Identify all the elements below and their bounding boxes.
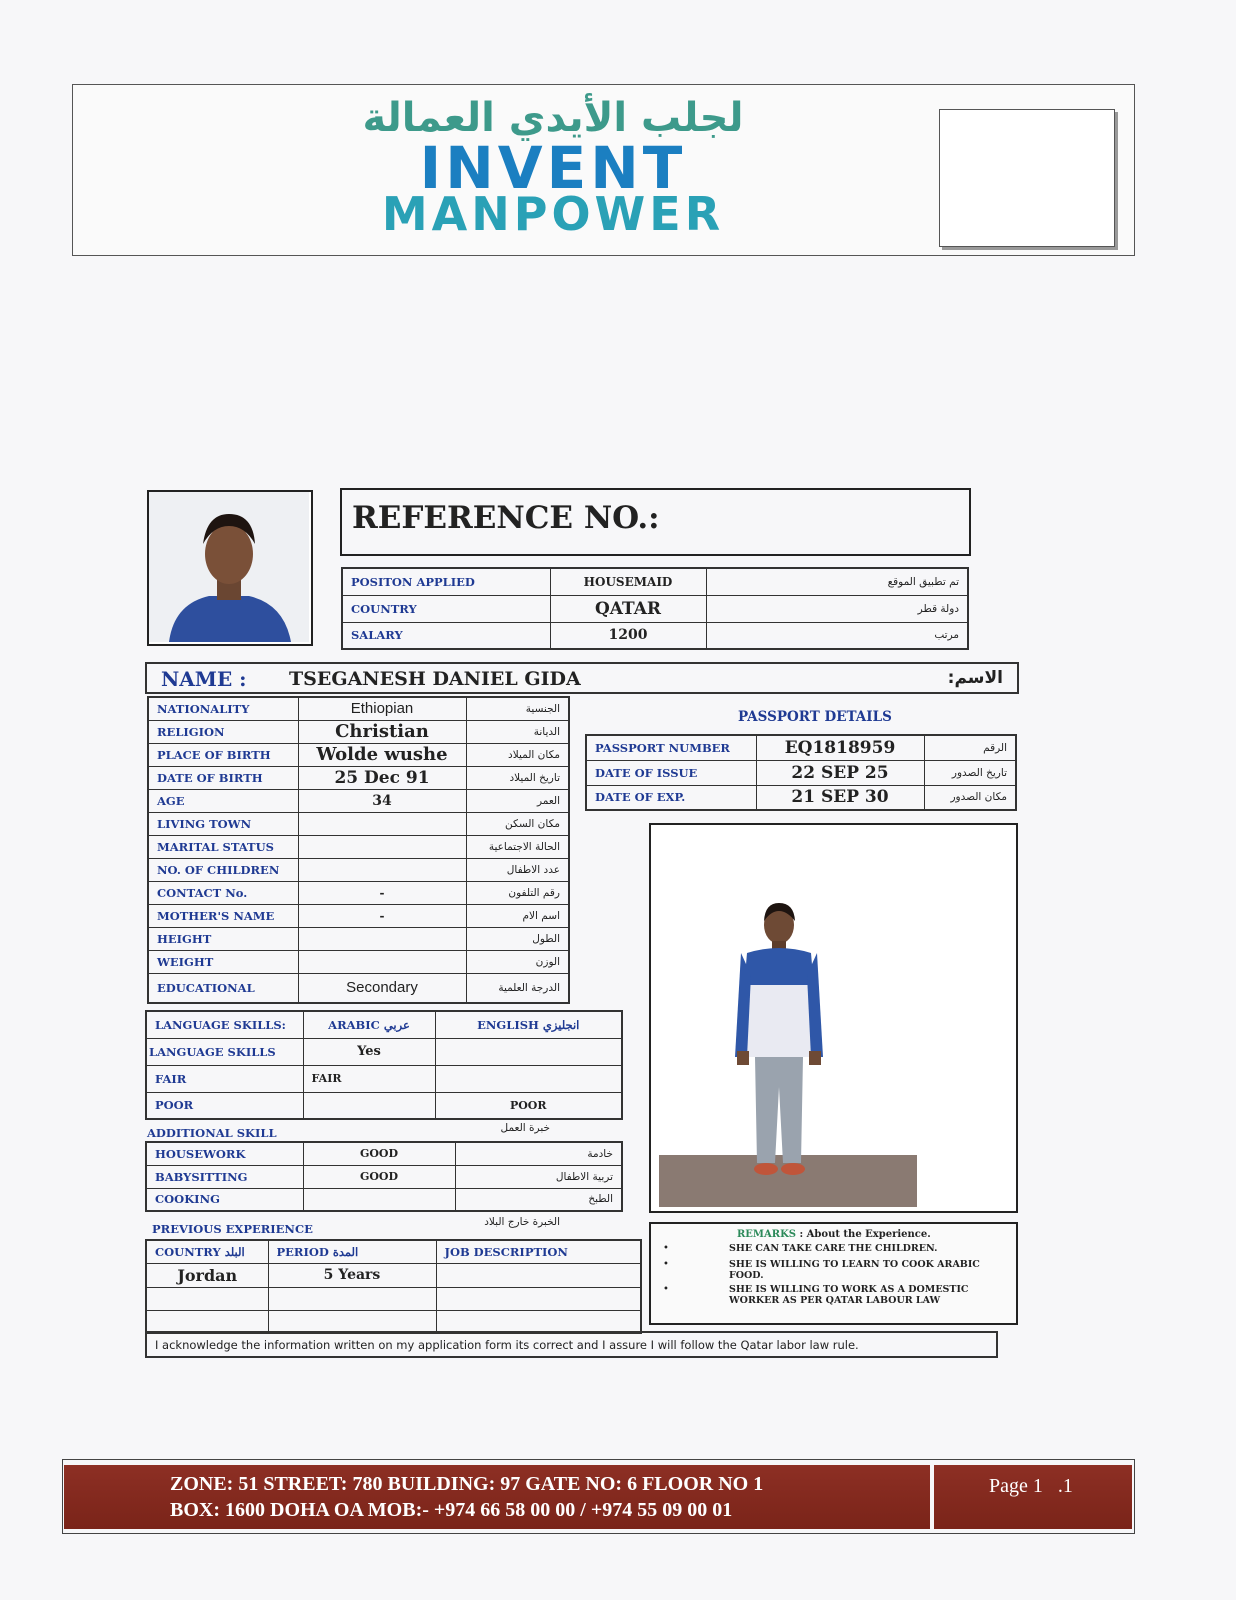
experience-country [146, 1287, 268, 1310]
personal-value [298, 927, 466, 950]
remarks-bullet: • [663, 1284, 669, 1295]
applied-arabic-position: تم تطبيق الموقع [706, 568, 968, 595]
personal-value: Wolde wushe [298, 743, 466, 766]
previous-experience-arabic-label: الخبرة خارج البلاد [484, 1216, 560, 1228]
applied-value-salary: 1200 [550, 622, 706, 649]
table-row [148, 720, 569, 743]
additional-skill-label: ADDITIONAL SKILL [147, 1126, 277, 1140]
table-row [148, 950, 569, 973]
portrait-photo [147, 490, 313, 646]
table-row [148, 697, 569, 720]
experience-col-period: PERIOD المدة [268, 1240, 436, 1263]
personal-label: CONTACT No. [148, 881, 298, 904]
language-skills-table [145, 1010, 623, 1120]
personal-arabic: تاريخ الميلاد [466, 766, 569, 789]
table-row [586, 785, 1016, 810]
experience-period [268, 1287, 436, 1310]
skill-value: GOOD [303, 1165, 455, 1188]
experience-table [145, 1239, 642, 1334]
passport-title: PASSPORT DETAILS [738, 709, 892, 725]
remarks-item: SHE IS WILLING TO WORK AS A DOMESTIC WORKER AS PER QATAR LABOUR LAW [729, 1284, 969, 1306]
reference-box [340, 488, 971, 556]
personal-label: HEIGHT [148, 927, 298, 950]
acknowledgement-text: I acknowledge the information written on my application form its correct and I assure I will follow the Qatar labor law rule. [155, 1338, 859, 1352]
personal-arabic: الوزن [466, 950, 569, 973]
reference-label: REFERENCE NO.: [352, 500, 660, 536]
personal-arabic: الجنسية [466, 697, 569, 720]
personal-value: - [298, 881, 466, 904]
skill-value: GOOD [303, 1142, 455, 1165]
personal-label: NATIONALITY [148, 697, 298, 720]
personal-value: Ethiopian [298, 697, 466, 720]
personal-arabic: رقم التلفون [466, 881, 569, 904]
language-row-label: POOR [146, 1092, 303, 1119]
applied-arabic-country: دولة قطر [706, 595, 968, 622]
stamp-box [939, 109, 1115, 247]
footer-address-line2: BOX: 1600 DOHA OA MOB:- +974 66 58 00 00 / +974 55 09 00 01 [170, 1499, 733, 1521]
table-row [342, 568, 968, 595]
experience-job [436, 1287, 641, 1310]
table-row [146, 1038, 622, 1065]
remarks-item: SHE IS WILLING TO LEARN TO COOK ARABIC FOOD. [729, 1259, 980, 1281]
personal-label: LIVING TOWN [148, 812, 298, 835]
personal-arabic: عدد الاطفال [466, 858, 569, 881]
skill-arabic: الطبخ [455, 1188, 622, 1211]
passport-label: DATE OF ISSUE [586, 760, 756, 785]
full-body-photo [649, 823, 1018, 1213]
personal-label: MOTHER'S NAME [148, 904, 298, 927]
personal-arabic: مكان الميلاد [466, 743, 569, 766]
passport-label: DATE OF EXP. [586, 785, 756, 810]
table-row [146, 1263, 641, 1287]
table-row [148, 881, 569, 904]
personal-arabic: الطول [466, 927, 569, 950]
language-row-arabic: Yes [303, 1038, 435, 1065]
footer-address-block [64, 1465, 930, 1529]
table-row [586, 760, 1016, 785]
remarks-title: REMARKS [737, 1229, 796, 1240]
remarks-subtitle: : About the Experience. [799, 1229, 931, 1240]
remarks-bullet: • [663, 1243, 669, 1254]
experience-period [268, 1310, 436, 1333]
personal-value: Christian [298, 720, 466, 743]
language-row-english [435, 1065, 622, 1092]
language-row-label: FAIR [146, 1065, 303, 1092]
experience-job [436, 1263, 641, 1287]
header-box [72, 84, 1135, 256]
table-row [148, 812, 569, 835]
personal-arabic: العمر [466, 789, 569, 812]
personal-value [298, 858, 466, 881]
logo-line1: INVENT [419, 134, 687, 202]
language-row-english [435, 1038, 622, 1065]
skill-label: BABYSITTING [146, 1165, 303, 1188]
personal-value: 25 Dec 91 [298, 766, 466, 789]
name-label: NAME : [161, 667, 247, 691]
name-arabic-label: الاسم: [947, 668, 1003, 688]
page-number: Page 1 .1 [989, 1475, 1073, 1497]
footer-address-line1: ZONE: 51 STREET: 780 BUILDING: 97 GATE NO: 6 FLOOR NO 1 [170, 1473, 764, 1495]
table-row [146, 1092, 622, 1119]
application-table [341, 567, 969, 650]
personal-details-table [147, 696, 570, 1004]
table-row [148, 927, 569, 950]
skill-arabic: خادمة [455, 1142, 622, 1165]
additional-skill-table [145, 1141, 623, 1212]
personal-label: AGE [148, 789, 298, 812]
personal-value [298, 835, 466, 858]
personal-value: - [298, 904, 466, 927]
skill-arabic: تربية الاطفال [455, 1165, 622, 1188]
personal-value: 34 [298, 789, 466, 812]
experience-country: Jordan [146, 1263, 268, 1287]
personal-value [298, 812, 466, 835]
table-row [148, 766, 569, 789]
skill-label: COOKING [146, 1188, 303, 1211]
applied-label-position: POSITON APPLIED [342, 568, 550, 595]
experience-col-job: JOB DESCRIPTION [436, 1240, 641, 1263]
name-value: TSEGANESH DANIEL GIDA [289, 668, 581, 690]
personal-arabic: الحالة الاجتماعية [466, 835, 569, 858]
additional-skill-arabic-label: خبرة العمل [500, 1122, 550, 1134]
table-row [148, 904, 569, 927]
table-row [148, 973, 569, 1003]
remarks-box [649, 1222, 1018, 1325]
table-row [148, 858, 569, 881]
language-col-arabic: ARABIC عربي [303, 1011, 435, 1038]
personal-label: NO. OF CHILDREN [148, 858, 298, 881]
personal-value: Secondary [298, 973, 466, 1003]
logo-arabic-text: لجلب الأيدي العمالة [362, 95, 744, 141]
experience-period: 5 Years [268, 1263, 436, 1287]
table-row [146, 1142, 622, 1165]
skill-label: HOUSEWORK [146, 1142, 303, 1165]
language-col-english: ENGLISH انجليزي [435, 1011, 622, 1038]
personal-arabic: اسم الام [466, 904, 569, 927]
language-header-label: LANGUAGE SKILLS: [146, 1011, 303, 1038]
passport-value: EQ1818959 [756, 735, 924, 760]
applied-label-salary: SALARY [342, 622, 550, 649]
table-row [146, 1287, 641, 1310]
passport-table [585, 734, 1017, 811]
applied-arabic-salary: مرتب [706, 622, 968, 649]
language-row-label: LANGUAGE SKILLS [146, 1038, 303, 1065]
personal-label: WEIGHT [148, 950, 298, 973]
personal-arabic: الديانة [466, 720, 569, 743]
table-row [148, 743, 569, 766]
passport-value: 22 SEP 25 [756, 760, 924, 785]
passport-label: PASSPORT NUMBER [586, 735, 756, 760]
personal-label: PLACE OF BIRTH [148, 743, 298, 766]
language-row-arabic [303, 1092, 435, 1119]
experience-country [146, 1310, 268, 1333]
experience-job [436, 1310, 641, 1333]
table-row [586, 735, 1016, 760]
remarks-item: SHE CAN TAKE CARE THE CHILDREN. [729, 1243, 938, 1254]
personal-value [298, 950, 466, 973]
passport-arabic: مكان الصدور [924, 785, 1016, 810]
language-row-english: POOR [435, 1092, 622, 1119]
language-row-arabic: FAIR [303, 1065, 435, 1092]
personal-arabic: مكان السكن [466, 812, 569, 835]
applied-value-country: QATAR [550, 595, 706, 622]
table-row [342, 622, 968, 649]
personal-label: MARITAL STATUS [148, 835, 298, 858]
remarks-heading [737, 1229, 931, 1240]
table-row [146, 1310, 641, 1333]
personal-label: RELIGION [148, 720, 298, 743]
table-row [148, 835, 569, 858]
personal-arabic: الدرجة العلمية [466, 973, 569, 1003]
table-row [146, 1240, 641, 1263]
passport-arabic: الرقم [924, 735, 1016, 760]
applied-label-country: COUNTRY [342, 595, 550, 622]
table-row [146, 1165, 622, 1188]
table-row [146, 1065, 622, 1092]
remarks-bullet: • [663, 1259, 669, 1270]
skill-value [303, 1188, 455, 1211]
previous-experience-label: PREVIOUS EXPERIENCE [152, 1222, 313, 1236]
experience-col-country: COUNTRY البلد [146, 1240, 268, 1263]
personal-label: DATE OF BIRTH [148, 766, 298, 789]
acknowledgement-box [145, 1331, 998, 1358]
personal-label: EDUCATIONAL [148, 973, 298, 1003]
logo-line2: MANPOWER [381, 187, 725, 241]
table-row [146, 1011, 622, 1038]
footer-page-block [934, 1465, 1132, 1529]
passport-value: 21 SEP 30 [756, 785, 924, 810]
applied-value-position: HOUSEMAID [550, 568, 706, 595]
name-bar [145, 662, 1019, 694]
passport-arabic: تاريخ الصدور [924, 760, 1016, 785]
table-row [148, 789, 569, 812]
table-row [342, 595, 968, 622]
table-row [146, 1188, 622, 1211]
